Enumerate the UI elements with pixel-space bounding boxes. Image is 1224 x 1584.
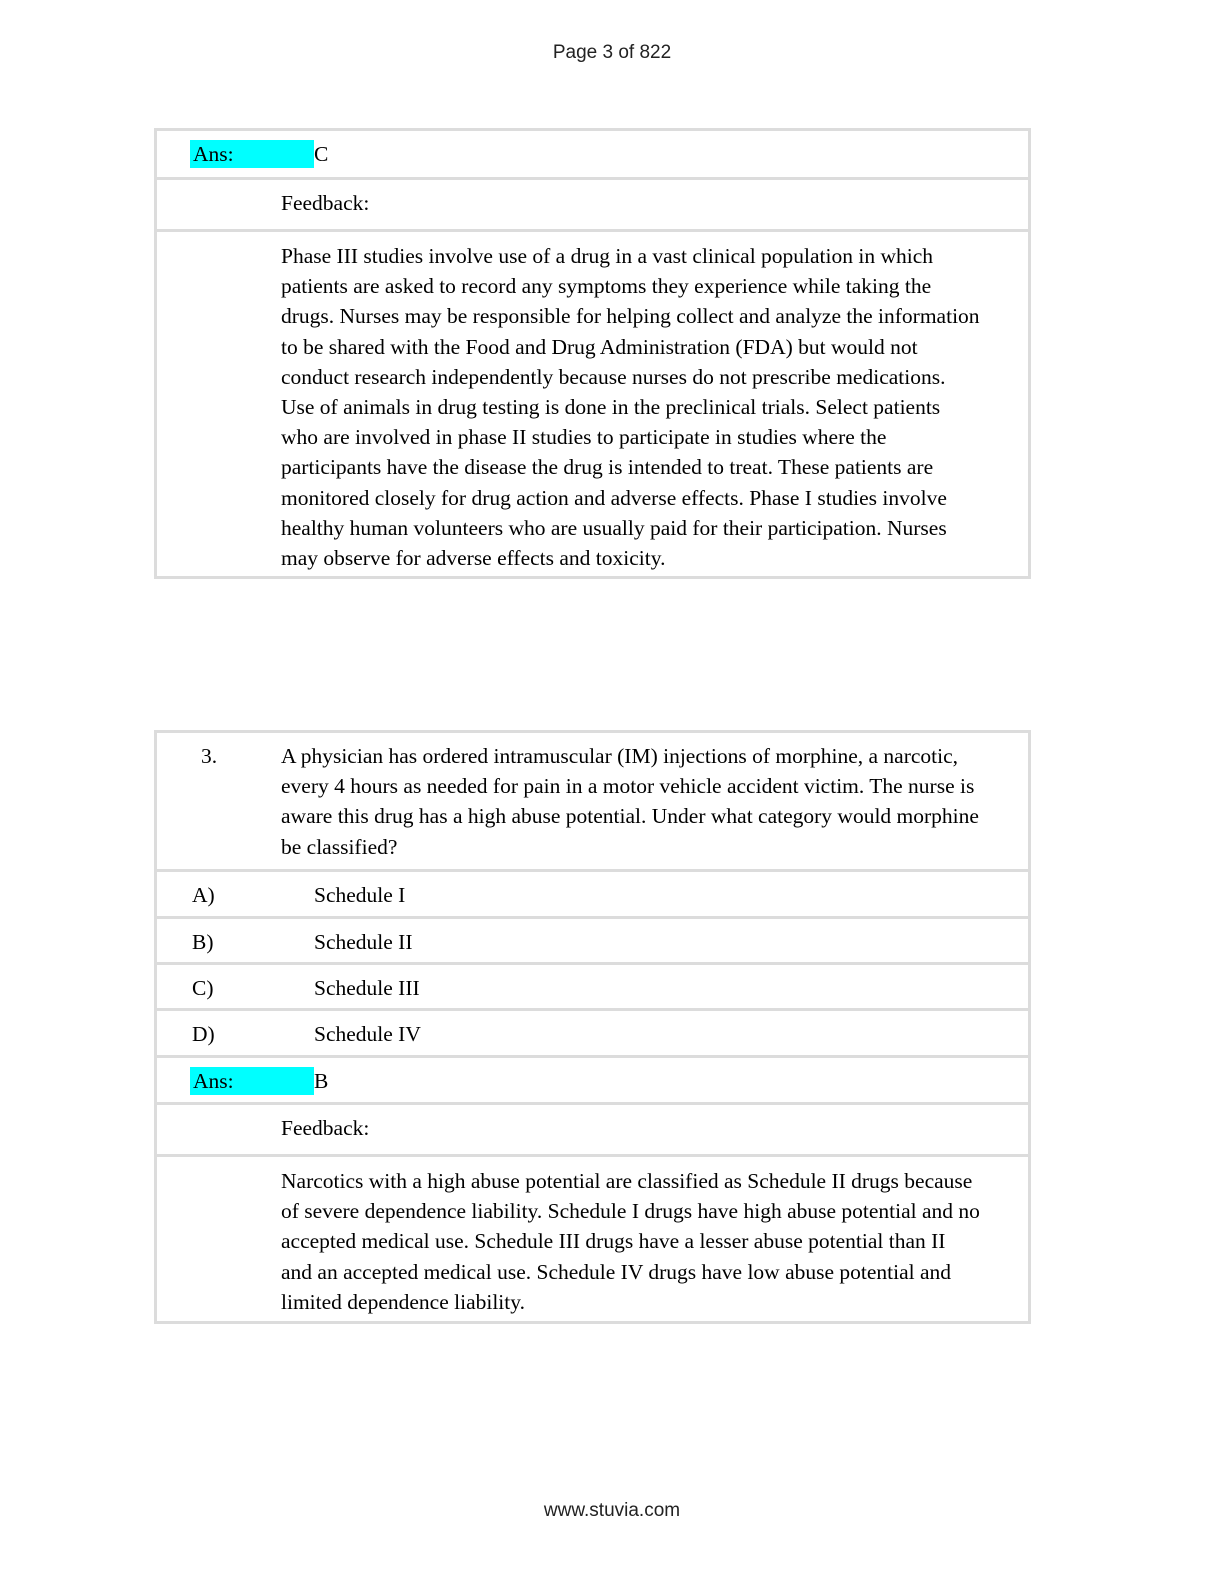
option-c-text: Schedule III (314, 976, 420, 1000)
feedback-text-row (157, 1154, 1028, 1321)
option-b-letter: B) (192, 930, 214, 954)
feedback-text: Narcotics with a high abuse potential are classified as Schedule II drugs because of severe dependence liability. Schedule I drugs have high abuse potential and no accepted medical use. Schedule III drugs have a lesser abuse potential than II and an accepted medical use. Schedule IV drugs have low abuse potential and limited dependence liability. (281, 1169, 980, 1314)
option-a-letter: A) (192, 883, 215, 907)
option-a-row (157, 869, 1028, 916)
question-number: 3. (201, 744, 218, 768)
option-c-letter: C) (192, 976, 214, 1000)
feedback-label: Feedback: (281, 1116, 370, 1140)
feedback-text: Phase III studies involve use of a drug in a vast clinical population in which patients are asked to record any symptoms they experience while taking the drugs. Nurses may be responsible for helping collect and analyze the information to be shared with the Food and Drug Administration (FDA) but would not conduct research independently because nurses do not prescribe medications. Use of animals in drug testing is done in the preclinical trials. Select patients who are involved in phase II studies to participate in studies where the participants have the disease the drug is intended to treat. These patients are monitored closely for drug action and adverse effects. Phase I studies involve healthy human volunteers who are usually paid for their participation. Nurses may observe for adverse effects and toxicity. (281, 244, 980, 571)
answer-value: B (314, 1069, 329, 1093)
answer-row (157, 1055, 1028, 1102)
option-b-row (157, 916, 1028, 962)
feedback-label: Feedback: (281, 191, 370, 215)
feedback-text-row (157, 229, 1028, 576)
option-d-letter: D) (192, 1022, 215, 1046)
question-2-tail-box (154, 128, 1031, 579)
option-c-row (157, 962, 1028, 1008)
feedback-label-row (157, 177, 1028, 229)
page-number-header: Page 3 of 822 (552, 42, 672, 63)
question-3-box (154, 730, 1031, 1324)
question-row (157, 733, 1028, 869)
option-a-text: Schedule I (314, 883, 406, 907)
question-text: A physician has ordered intramuscular (IM) injections of morphine, a narcotic, every 4 hours as needed for pain in a motor vehicle accident victim. The nurse is aware this drug has a high abuse potential. Under what category would morphine be classified? (281, 744, 979, 859)
feedback-label-row (157, 1102, 1028, 1154)
answer-row (157, 131, 1028, 177)
answer-value: C (314, 142, 329, 166)
site-footer: www.stuvia.com (543, 1500, 681, 1521)
option-d-row (157, 1008, 1028, 1055)
answer-label: Ans: (190, 1067, 314, 1095)
option-b-text: Schedule II (314, 930, 413, 954)
option-d-text: Schedule IV (314, 1022, 421, 1046)
answer-label: Ans: (190, 140, 314, 168)
